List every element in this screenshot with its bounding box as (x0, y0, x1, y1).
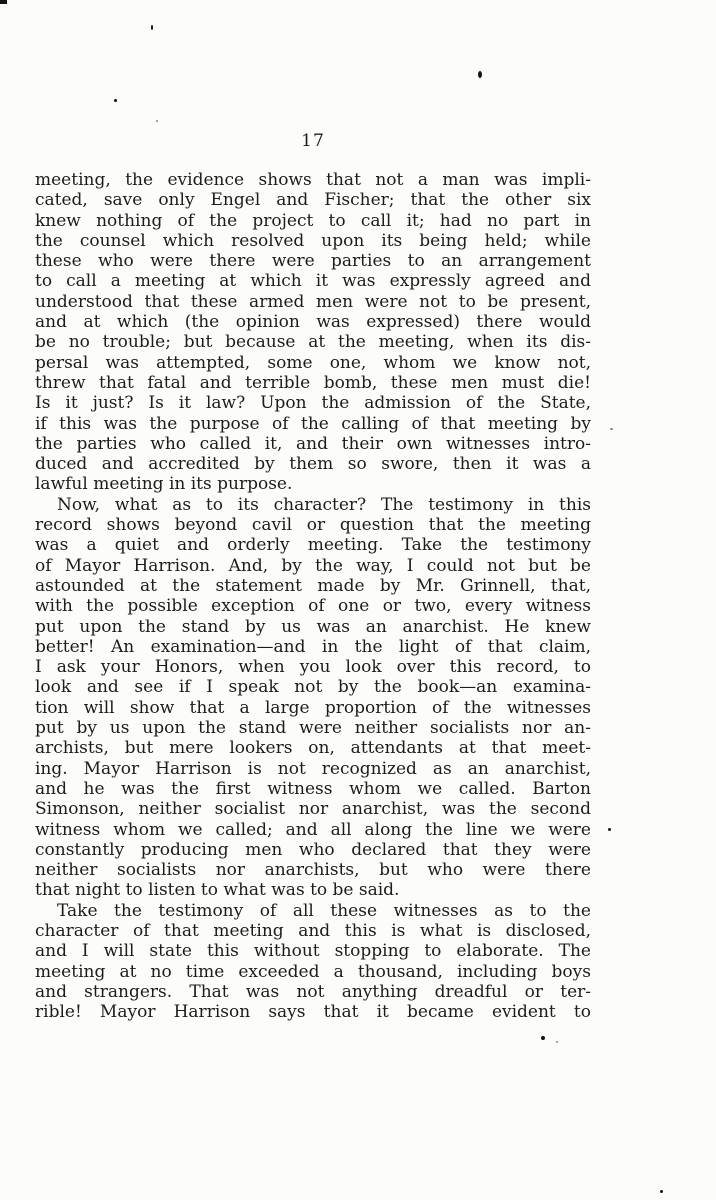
text-line: cated, save only Engel and Fischer; that the other six (35, 190, 591, 211)
text-line: these who were there were parties to an arrangement (35, 251, 591, 272)
text-line: Now, what as to its character? The testimony in this (57, 494, 591, 515)
text-line: put upon the stand by us was an anarchist. He knew (35, 616, 591, 637)
text-line: archists, but mere lookers on, attendants at that meet- (35, 738, 591, 759)
text-line: threw that fatal and terrible bomb, these men must die! (35, 372, 591, 393)
text-line: record shows beyond cavil or question that the meeting (35, 515, 591, 536)
text-line: be no trouble; but because at the meeting, when its dis- (35, 332, 591, 353)
text-line: character of that meeting and this is what is disclosed, (35, 920, 591, 941)
text-line: with the possible exception of one or two, every witness (35, 596, 591, 617)
text-line: Is it just? Is it law? Upon the admission of the State, (35, 393, 591, 414)
text-line: neither socialists nor anarchists, but who were there (35, 860, 591, 881)
text-line: the counsel which resolved upon its being held; while (35, 230, 591, 251)
text-line: tion will show that a large proportion of the witnesses (35, 697, 591, 718)
text-line: the parties who called it, and their own witnesses intro- (35, 433, 591, 454)
text-line: lawful meeting in its purpose. (35, 474, 293, 495)
scan-speck (610, 428, 613, 430)
text-line: and I will state this without stopping to elaborate. The (35, 941, 591, 962)
paragraph (35, 170, 591, 495)
text-line: to call a meeting at which it was expressly agreed and (35, 271, 591, 292)
scan-speck (114, 99, 117, 102)
text-line: if this was the purpose of the calling of that meeting by (35, 413, 591, 434)
text-line: astounded at the statement made by Mr. Grinnell, that, (35, 575, 591, 596)
text-line: of Mayor Harrison. And, by the way, I could not but be (35, 555, 591, 576)
text-line: meeting, the evidence shows that not a man was impli- (35, 170, 591, 190)
text-line: knew nothing of the project to call it; had no part in (35, 210, 591, 231)
text-line: and he was the first witness whom we called. Barton (35, 778, 591, 799)
scan-speck (156, 120, 158, 122)
text-line: constantly producing men who declared that they were (35, 839, 591, 860)
scan-speck (660, 1190, 663, 1193)
text-line: and at which (the opinion was expressed) there would (35, 312, 591, 333)
text-line: I ask your Honors, when you look over this record, to (35, 657, 591, 678)
text-line: put by us upon the stand were neither socialists nor an- (35, 718, 591, 739)
text-line: rible! Mayor Harrison says that it became evident to (35, 1002, 591, 1023)
paragraph (35, 901, 591, 1023)
text-line: and strangers. That was not anything dreadful or ter- (35, 981, 591, 1002)
text-line: ing. Mayor Harrison is not recognized as an anarchist, (35, 758, 591, 779)
scan-speck (0, 0, 7, 4)
text-line: persal was attempted, some one, whom we know not, (35, 352, 591, 373)
paragraph (35, 495, 591, 901)
scan-speck (608, 828, 611, 831)
text-line: Simonson, neither socialist nor anarchist, was the second (35, 799, 591, 820)
page-number: 17 (301, 131, 325, 151)
text-line: was a quiet and orderly meeting. Take the testimony (35, 535, 591, 556)
text-line: witness whom we called; and all along the line we were (35, 819, 591, 840)
scan-speck (478, 71, 482, 78)
scan-speck (541, 1036, 545, 1040)
text-line: look and see if I speak not by the book—an examina- (35, 677, 591, 698)
text-line: better! An examination—and in the light of that claim, (35, 636, 591, 657)
text-line: Take the testimony of all these witnesses as to the (57, 900, 591, 921)
text-block (35, 170, 591, 1022)
scan-speck (556, 1041, 558, 1043)
text-line: duced and accredited by them so swore, then it was a (35, 454, 591, 475)
text-line: understood that these armed men were not to be present, (35, 291, 591, 312)
text-line: meeting at no time exceeded a thousand, including boys (35, 961, 591, 982)
text-line: that night to listen to what was to be said. (35, 880, 400, 901)
scan-speck (151, 25, 153, 30)
